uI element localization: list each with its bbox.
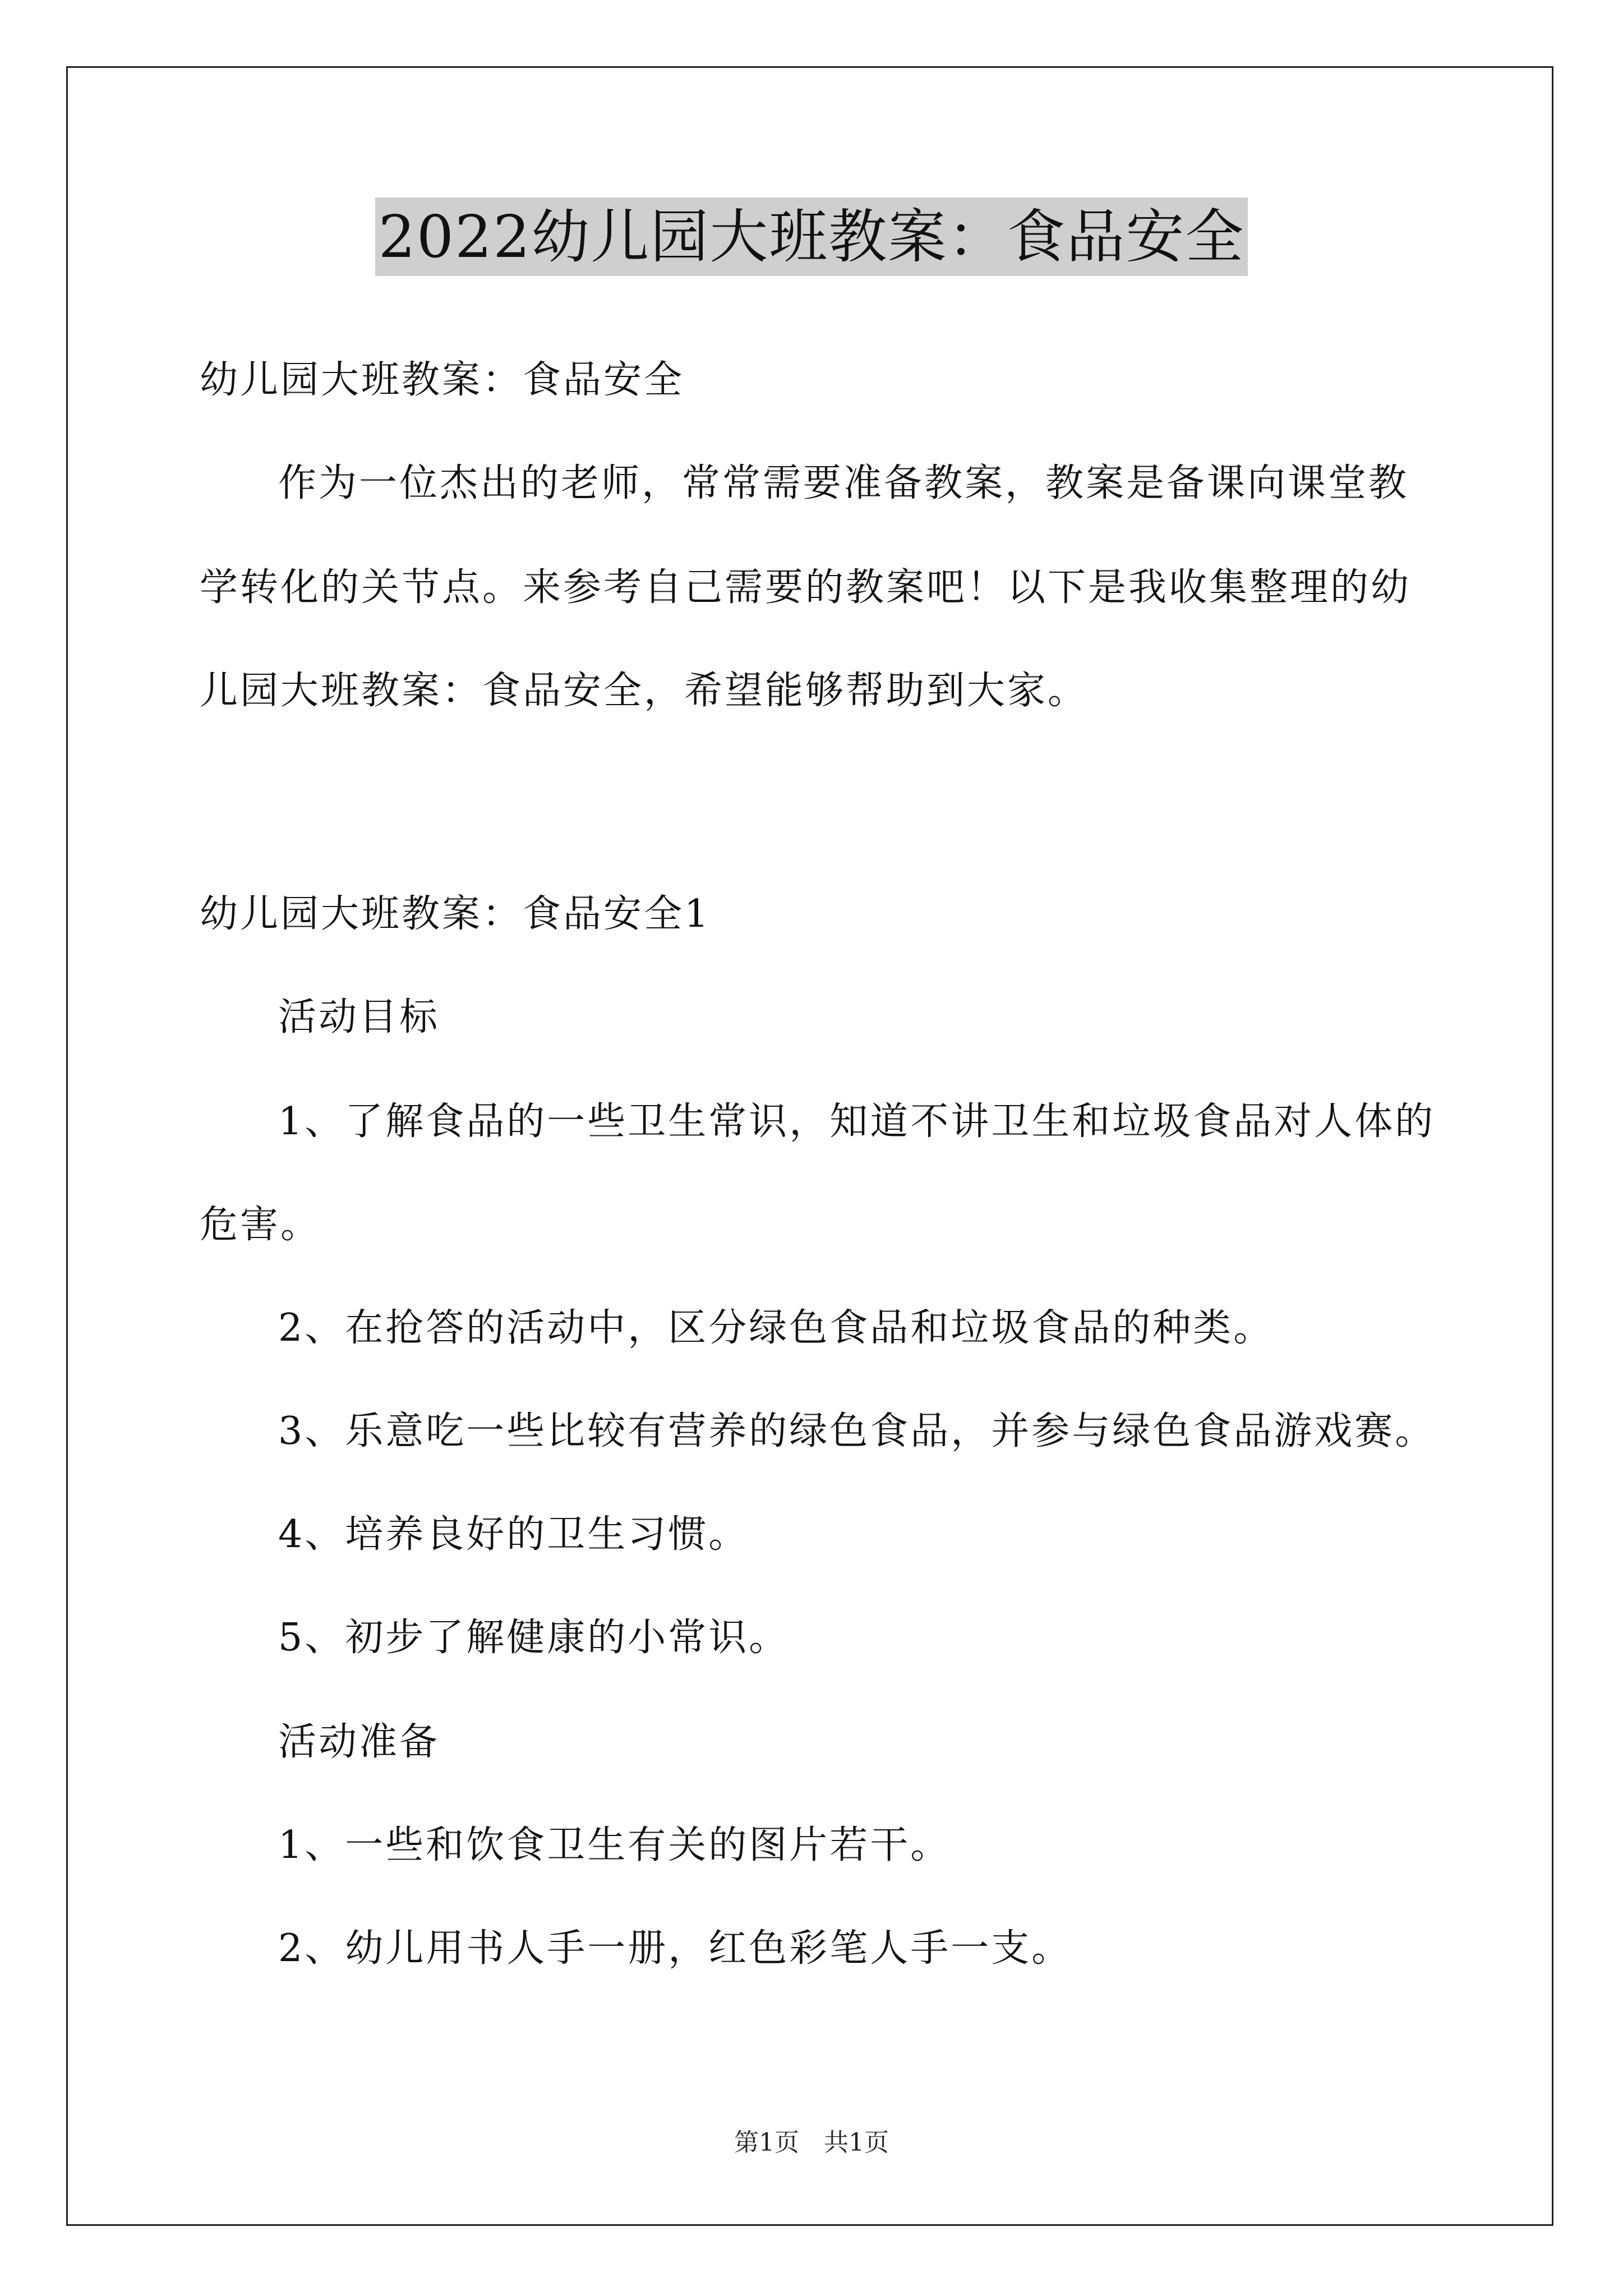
activity-goals-heading: 活动目标 [278,995,440,1039]
goal-1-line-2: 危害。 [200,1203,321,1247]
page-footer: 第1页 共1页 [734,2128,889,2157]
subtitle-line: 幼儿园大班教案：食品安全 [200,358,685,402]
intro-line-3: 儿园大班教案：食品安全，希望能够帮助到大家。 [200,669,1089,713]
section-heading: 幼儿园大班教案：食品安全1 [200,892,711,936]
intro-line-1: 作为一位杰出的老师，常常需要准备教案，教案是备课向课堂教 [278,461,1409,505]
goal-1-line-1: 1、了解食品的一些卫生常识，知道不讲卫生和垃圾食品对人体的 [278,1099,1436,1144]
goal-5: 5、初步了解健康的小常识。 [278,1616,790,1660]
document-title: 2022幼儿园大班教案：食品安全 [375,197,1248,276]
intro-line-2: 学转化的关节点。来参考自己需要的教案吧！以下是我收集整理的幼 [200,565,1412,610]
prep-2: 2、幼儿用书人手一册，红色彩笔人手一支。 [278,1926,1072,1971]
prep-1: 1、一些和饮食卫生有关的图片若干。 [278,1823,951,1867]
goal-2: 2、在抢答的活动中，区分绿色食品和垃圾食品的种类。 [278,1306,1274,1350]
goal-3: 3、乐意吃一些比较有营养的绿色食品，并参与绿色食品游戏赛。 [278,1409,1436,1453]
goal-4: 4、培养良好的卫生习惯。 [278,1512,749,1557]
activity-prep-heading: 活动准备 [278,1720,440,1764]
title-container [0,197,1623,276]
